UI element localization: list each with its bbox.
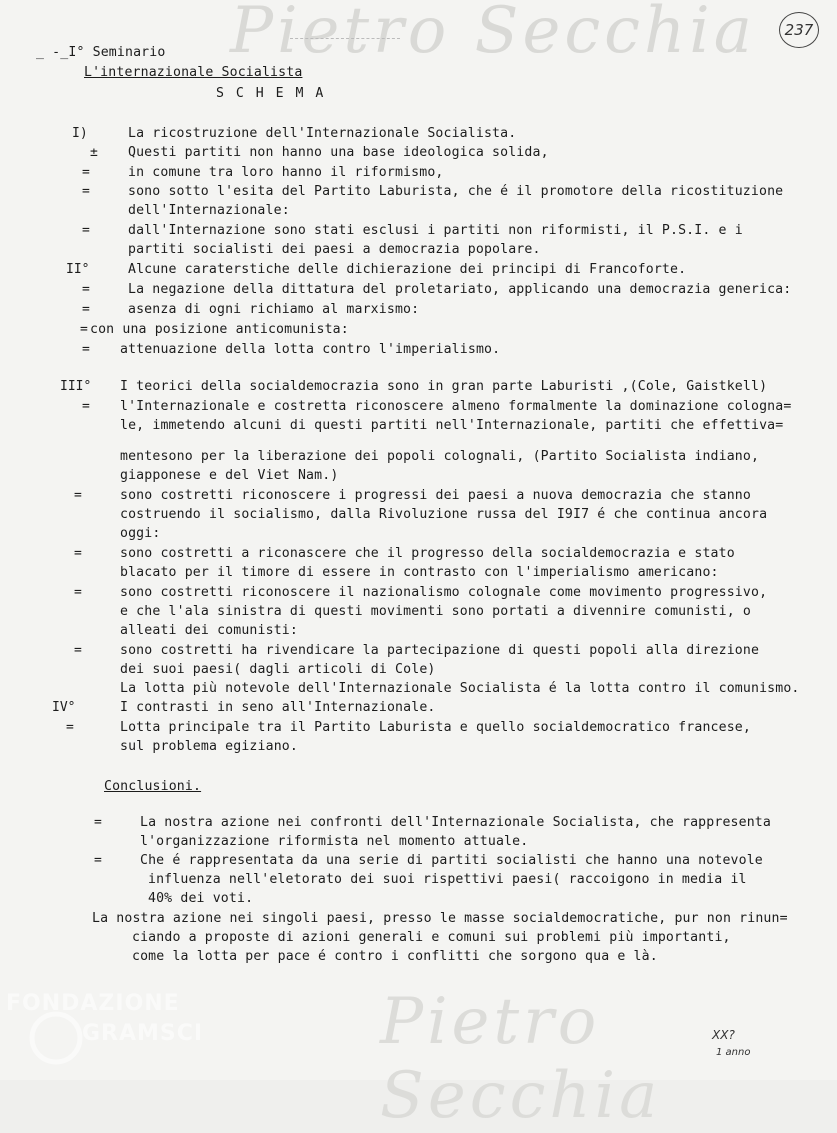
bullet-marker: =: [94, 853, 102, 868]
bullet-marker: =: [94, 815, 102, 830]
text-line: sul problema egiziano.: [120, 739, 298, 754]
section-3-heading: I teorici della socialdemocrazia sono in gran parte Laburisti ,(Cole, Gaistkell): [120, 379, 768, 394]
text-line: con una posizione anticomunista:: [90, 322, 349, 337]
bullet-marker: =: [82, 342, 90, 357]
top-dashed-rule: [290, 38, 400, 39]
text-line: ciando a proposte di azioni generali e comuni sui problemi più importanti,: [132, 930, 731, 945]
text-line: La lotta più notevole dell'Internazionale Socialista é la lotta contro il comunismo.: [120, 681, 800, 696]
page-number-circle: 237: [779, 12, 819, 48]
text-line: dall'Internazione sono stati esclusi i partiti non riformisti, il P.S.I. e i: [128, 223, 743, 238]
text-line: oggi:: [120, 526, 161, 541]
text-line: sono costretti a riconascere che il progresso della socialdemocrazia e stato: [120, 546, 735, 561]
section-marker-2: II°: [66, 262, 90, 277]
text-line: giapponese e del Viet Nam.): [120, 468, 339, 483]
text-line: asenza di ogni richiamo al marxismo:: [128, 302, 420, 317]
text-line: 40% dei voti.: [148, 891, 254, 906]
text-line: dei suoi paesi( dagli articoli di Cole): [120, 662, 436, 677]
logo-line-1: FONDAZIONE: [6, 991, 180, 1016]
text-line: blacato per il timore di essere in contrasto con l'imperialismo americano:: [120, 565, 719, 580]
section-4-heading: I contrasti in seno all'Internazionale.: [120, 700, 436, 715]
text-line: sono costretti riconoscere il nazionalismo colognale come movimento progressivo,: [120, 585, 768, 600]
text-line: l'Internazionale e costretta riconoscere almeno formalmente la dominazione cologna=: [120, 399, 792, 414]
text-line: attenuazione della lotta contro l'imperialismo.: [120, 342, 501, 357]
text-line: l'organizzazione riformista nel momento attuale.: [140, 834, 529, 849]
bullet-marker: =: [82, 165, 90, 180]
section-2-heading: Alcune caraterstiche delle dichierazione dei principi di Francoforte.: [128, 262, 687, 277]
text-line: influenza nell'eletorato dei suoi rispettivi paesi( raccoigono in media il: [148, 872, 747, 887]
text-line: Che é rappresentata da una serie di partiti socialisti che hanno una notevole: [140, 853, 763, 868]
text-line: La negazione della dittatura del proletariato, applicando una democrazia generica:: [128, 282, 792, 297]
text-line: partiti socialisti dei paesi a democrazia popolare.: [128, 242, 541, 257]
header-title: L'internazionale Socialista: [84, 65, 303, 80]
text-line: Lotta principale tra il Partito Laburista e quello socialdemocratico francese,: [120, 720, 751, 735]
text-line: alleati dei comunisti:: [120, 623, 298, 638]
section-1-heading: La ricostruzione dell'Internazionale Socialista.: [128, 126, 517, 141]
text-line: mentesono per la liberazione dei popoli colognali, (Partito Socialista indiano,: [120, 449, 760, 464]
bullet-marker: =: [82, 399, 90, 414]
text-line: sono costretti ha rivendicare la partecipazione di questi popoli alla direzione: [120, 643, 760, 658]
fondazione-gramsci-logo: [4, 988, 209, 1068]
text-line: costruendo il socialismo, dalla Rivoluzione russa del I9I7 é che continua ancora: [120, 507, 768, 522]
section-marker-4: IV°: [52, 700, 76, 715]
conclusions-heading: Conclusioni.: [104, 779, 202, 794]
text-line: e che l'ala sinistra di questi movimenti sono portati a divennire comunisti, o: [120, 604, 751, 619]
bullet-marker: =: [74, 585, 82, 600]
bullet-marker: =: [74, 643, 82, 658]
bullet-marker: =: [74, 546, 82, 561]
text-line: Questi partiti non hanno una base ideologica solida,: [128, 145, 549, 160]
header-schema: S C H E M A: [216, 86, 326, 101]
text-line: La nostra azione nei singoli paesi, presso le masse socialdemocratiche, pur non rinun=: [92, 911, 788, 926]
text-line: La nostra azione nei confronti dell'Internazionale Socialista, che rappresenta: [140, 815, 771, 830]
watermark-bottom: Pietro Secchia: [380, 985, 662, 1133]
header-seminar: _ -_I° Seminario: [36, 45, 166, 60]
bullet-marker: =: [80, 322, 88, 337]
watermark-top: Pietro Secchia: [230, 0, 756, 68]
bullet-marker: =: [82, 282, 90, 297]
logo-line-2: GRAMSCI: [82, 1021, 204, 1046]
text-line: sono sotto l'esita del Partito Laburista, che é il promotore della ricostituzione: [128, 184, 784, 199]
text-line: come la lotta per pace é contro i conflitti che sorgono qua e là.: [132, 949, 658, 964]
text-line: le, immetendo alcuni di questi partiti nell'Internazionale, partiti che effettiva=: [120, 418, 784, 433]
bullet-marker: ±: [90, 145, 98, 160]
bullet-marker: =: [66, 720, 74, 735]
corner-note-archive: XX?: [712, 1028, 735, 1042]
bullet-marker: =: [82, 184, 90, 199]
text-line: sono costretti riconoscere i progressi dei paesi a nuova democrazia che stanno: [120, 488, 751, 503]
logo-ring-icon: [32, 1014, 80, 1062]
bullet-marker: =: [82, 223, 90, 238]
section-marker-1: I): [72, 126, 88, 141]
bullet-marker: =: [82, 302, 90, 317]
text-line: in comune tra loro hanno il riformismo,: [128, 165, 444, 180]
section-marker-3: III°: [60, 379, 92, 394]
bullet-marker: =: [74, 488, 82, 503]
text-line: dell'Internazionale:: [128, 203, 290, 218]
corner-note-year: 1 anno: [716, 1047, 751, 1058]
